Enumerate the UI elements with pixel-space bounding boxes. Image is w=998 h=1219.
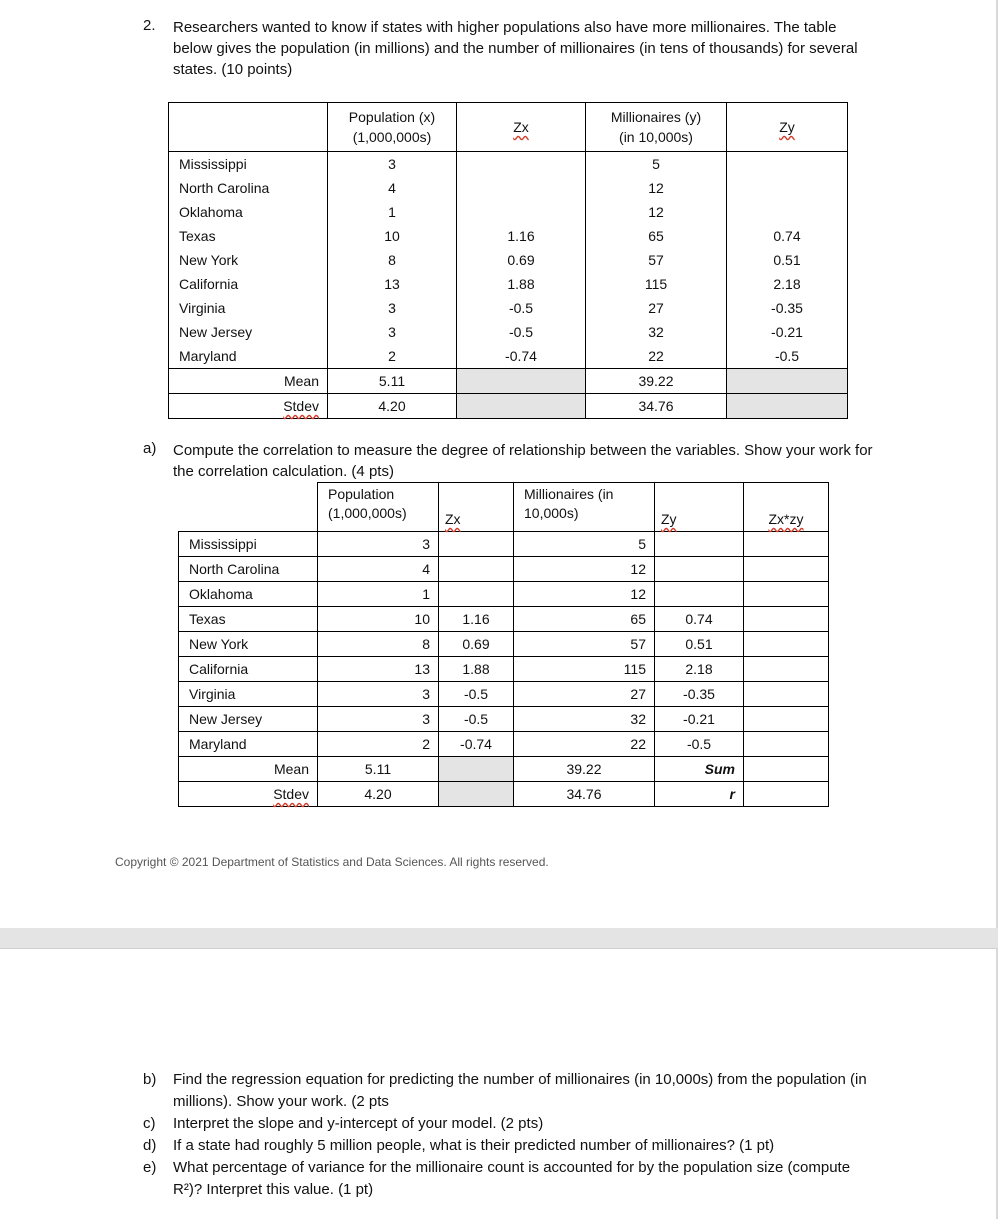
mil-mean: 39.22 [514, 757, 655, 782]
stdev-label-text: Stdev [283, 398, 319, 414]
stdev-row [179, 782, 829, 807]
state-cell: Oklahoma [179, 582, 318, 607]
table-row [169, 320, 848, 344]
question-text: Researchers wanted to know if states with higher populations also have more millionaires. The table below gives the population (in millions) and the number of millionaires (in tens of thousands) for several states. (10 points) [173, 19, 858, 78]
part-a-text: Compute the correlation to measure the degree of relationship between the variables. Show your work for the correlation calculation. (4 pts) [173, 442, 873, 480]
mean-row [179, 757, 829, 782]
question-d-text: If a state had roughly 5 million people, what is their predicted number of millionaires? (1 pt) [173, 1137, 775, 1154]
pop-cell: 3 [328, 152, 457, 177]
header-population-line1: Population [328, 486, 395, 502]
zy-cell [727, 176, 848, 200]
zx-cell: 1.16 [439, 607, 514, 632]
mil-cell: 57 [514, 632, 655, 657]
table-row [179, 557, 829, 582]
zy-cell: -0.35 [727, 296, 848, 320]
header-zx-label: Zx [513, 119, 529, 135]
table-row [169, 224, 848, 248]
table-row [179, 632, 829, 657]
zx-cell: 0.69 [457, 248, 586, 272]
zx-cell [457, 176, 586, 200]
header-zxzy-label: Zx*zy [768, 511, 804, 527]
table-row [169, 344, 848, 369]
state-cell: Maryland [179, 732, 318, 757]
mil-stdev: 34.76 [514, 782, 655, 807]
zy-cell: -0.5 [655, 732, 744, 757]
shaded-cell [727, 369, 848, 394]
mean-label: Mean [169, 369, 328, 394]
zy-cell [655, 557, 744, 582]
zxzy-cell [744, 557, 829, 582]
mil-cell: 115 [586, 272, 727, 296]
question-d-label: d) [143, 1137, 157, 1154]
header-zy [655, 483, 744, 532]
header-millionaires [514, 483, 655, 532]
pop-cell: 1 [328, 200, 457, 224]
table-row [179, 682, 829, 707]
zx-cell: 1.16 [457, 224, 586, 248]
stdev-label [179, 782, 318, 807]
zx-cell: 1.88 [439, 657, 514, 682]
question-e [143, 1157, 883, 1201]
header-zy [727, 103, 848, 152]
zxzy-cell [744, 707, 829, 732]
zxzy-cell [744, 657, 829, 682]
pop-stdev: 4.20 [318, 782, 439, 807]
zx-cell [457, 200, 586, 224]
pop-cell: 8 [318, 632, 439, 657]
zx-cell [439, 557, 514, 582]
table-row [169, 248, 848, 272]
mil-cell: 5 [586, 152, 727, 177]
mean-row [169, 369, 848, 394]
zy-cell: 2.18 [655, 657, 744, 682]
table-header-row [179, 483, 829, 532]
data-table-2 [178, 482, 829, 807]
copyright-notice: Copyright © 2021 Department of Statistics and Data Sciences. All rights reserved. [115, 855, 549, 869]
zxzy-cell [744, 732, 829, 757]
pop-mean: 5.11 [328, 369, 457, 394]
pop-cell: 4 [328, 176, 457, 200]
zy-cell: 0.51 [727, 248, 848, 272]
header-millionaires-line2: (in 10,000s) [619, 129, 693, 145]
header-zxzy [744, 483, 829, 532]
pop-cell: 3 [328, 296, 457, 320]
question-c-label: c) [143, 1115, 156, 1132]
zxzy-cell [744, 632, 829, 657]
zxzy-cell [744, 532, 829, 557]
pop-cell: 3 [318, 532, 439, 557]
zxzy-cell [744, 582, 829, 607]
mil-cell: 22 [514, 732, 655, 757]
state-cell: California [179, 657, 318, 682]
header-zx [439, 483, 514, 532]
sum-cell [744, 757, 829, 782]
mil-cell: 12 [514, 557, 655, 582]
zy-cell: -0.21 [727, 320, 848, 344]
stdev-label [169, 394, 328, 419]
question-c [143, 1113, 883, 1135]
zx-cell [457, 152, 586, 177]
zx-cell: -0.5 [439, 707, 514, 732]
header-state [169, 103, 328, 152]
mil-stdev: 34.76 [586, 394, 727, 419]
mil-cell: 32 [586, 320, 727, 344]
table-row [169, 296, 848, 320]
pop-cell: 13 [328, 272, 457, 296]
question-list [143, 1069, 883, 1201]
question-e-label: e) [143, 1159, 157, 1176]
shaded-cell [439, 782, 514, 807]
pop-cell: 3 [318, 707, 439, 732]
mil-cell: 115 [514, 657, 655, 682]
mil-cell: 22 [586, 344, 727, 369]
zy-cell [727, 152, 848, 177]
pop-cell: 1 [318, 582, 439, 607]
pop-cell: 2 [328, 344, 457, 369]
pop-cell: 3 [328, 320, 457, 344]
question-b-label: b) [143, 1071, 157, 1088]
state-cell: Maryland [169, 344, 328, 369]
state-cell: Texas [179, 607, 318, 632]
table-row [179, 657, 829, 682]
zx-cell: -0.74 [457, 344, 586, 369]
data-table-1 [168, 102, 848, 419]
mil-cell: 12 [586, 176, 727, 200]
header-population-line2: (1,000,000s) [328, 505, 407, 521]
pop-stdev: 4.20 [328, 394, 457, 419]
state-cell: Mississippi [179, 532, 318, 557]
shaded-cell [457, 369, 586, 394]
pop-cell: 8 [328, 248, 457, 272]
table-row [179, 532, 829, 557]
header-millionaires [586, 103, 727, 152]
state-cell: California [169, 272, 328, 296]
mil-cell: 27 [514, 682, 655, 707]
header-zx [457, 103, 586, 152]
pop-cell: 2 [318, 732, 439, 757]
state-cell: New York [179, 632, 318, 657]
r-label: r [655, 782, 744, 807]
zy-cell: 0.51 [655, 632, 744, 657]
table-row [179, 582, 829, 607]
zx-cell [439, 532, 514, 557]
zxzy-cell [744, 682, 829, 707]
shaded-cell [457, 394, 586, 419]
table-row [169, 176, 848, 200]
zy-cell: -0.35 [655, 682, 744, 707]
zx-cell: 1.88 [457, 272, 586, 296]
state-cell: Texas [169, 224, 328, 248]
table-row [169, 200, 848, 224]
header-zy-label: Zy [779, 119, 795, 135]
zx-cell: 0.69 [439, 632, 514, 657]
shaded-cell [727, 394, 848, 419]
table-row [179, 732, 829, 757]
state-cell: North Carolina [179, 557, 318, 582]
zx-cell: -0.5 [457, 320, 586, 344]
zxzy-cell [744, 607, 829, 632]
pop-cell: 4 [318, 557, 439, 582]
zx-cell: -0.5 [457, 296, 586, 320]
stdev-label-text: Stdev [273, 786, 309, 802]
zy-cell: -0.5 [727, 344, 848, 369]
mil-cell: 27 [586, 296, 727, 320]
state-cell: Mississippi [169, 152, 328, 177]
table-row [169, 152, 848, 177]
question-d [143, 1135, 883, 1157]
mil-cell: 12 [586, 200, 727, 224]
mean-label: Mean [179, 757, 318, 782]
header-state [179, 483, 318, 532]
table-header-row [169, 103, 848, 152]
state-cell: New York [169, 248, 328, 272]
mil-cell: 65 [586, 224, 727, 248]
question-number: 2. [143, 17, 156, 34]
shaded-cell [439, 757, 514, 782]
header-millionaires-line1: Millionaires (y) [610, 109, 702, 125]
pop-cell: 13 [318, 657, 439, 682]
pop-cell: 10 [328, 224, 457, 248]
zy-cell [727, 200, 848, 224]
r-cell [744, 782, 829, 807]
header-population [328, 103, 457, 152]
zy-cell [655, 532, 744, 557]
mil-cell: 12 [514, 582, 655, 607]
state-cell: Virginia [179, 682, 318, 707]
state-cell: Virginia [169, 296, 328, 320]
zx-cell: -0.5 [439, 682, 514, 707]
zy-cell [655, 582, 744, 607]
table-row [179, 707, 829, 732]
state-cell: North Carolina [169, 176, 328, 200]
pop-mean: 5.11 [318, 757, 439, 782]
zy-cell: 0.74 [655, 607, 744, 632]
state-cell: New Jersey [169, 320, 328, 344]
zx-cell [439, 582, 514, 607]
table-row [179, 607, 829, 632]
header-zx-label: Zx [445, 511, 461, 527]
header-millionaires-line2: 10,000s) [524, 505, 579, 521]
part-a-label: a) [143, 440, 157, 457]
stdev-row [169, 394, 848, 419]
state-cell: Oklahoma [169, 200, 328, 224]
mil-cell: 57 [586, 248, 727, 272]
header-population-line2: (1,000,000s) [352, 129, 432, 145]
question-c-text: Interpret the slope and y-intercept of your model. (2 pts) [173, 1115, 544, 1132]
question-b [143, 1069, 883, 1113]
state-cell: New Jersey [179, 707, 318, 732]
zy-cell: -0.21 [655, 707, 744, 732]
question-b-text: Find the regression equation for predicting the number of millionaires (in 10,000s) from the population (in millions). Show your work. (2 pts [173, 1071, 867, 1110]
question-e-text: What percentage of variance for the millionaire count is accounted for by the population size (compute R²)? Interpret this value. (1 pt) [173, 1159, 851, 1198]
sum-label: Sum [655, 757, 744, 782]
header-millionaires-line1: Millionaires (in [524, 486, 614, 502]
document-page-2 [0, 948, 998, 1219]
pop-cell: 3 [318, 682, 439, 707]
zy-cell: 2.18 [727, 272, 848, 296]
mil-cell: 5 [514, 532, 655, 557]
mil-mean: 39.22 [586, 369, 727, 394]
header-population [318, 483, 439, 532]
table-row [169, 272, 848, 296]
zx-cell: -0.74 [439, 732, 514, 757]
header-zy-label: Zy [661, 511, 677, 527]
mil-cell: 32 [514, 707, 655, 732]
mil-cell: 65 [514, 607, 655, 632]
zy-cell: 0.74 [727, 224, 848, 248]
page-gap [0, 928, 998, 948]
header-population-line1: Population (x) [348, 109, 436, 125]
pop-cell: 10 [318, 607, 439, 632]
